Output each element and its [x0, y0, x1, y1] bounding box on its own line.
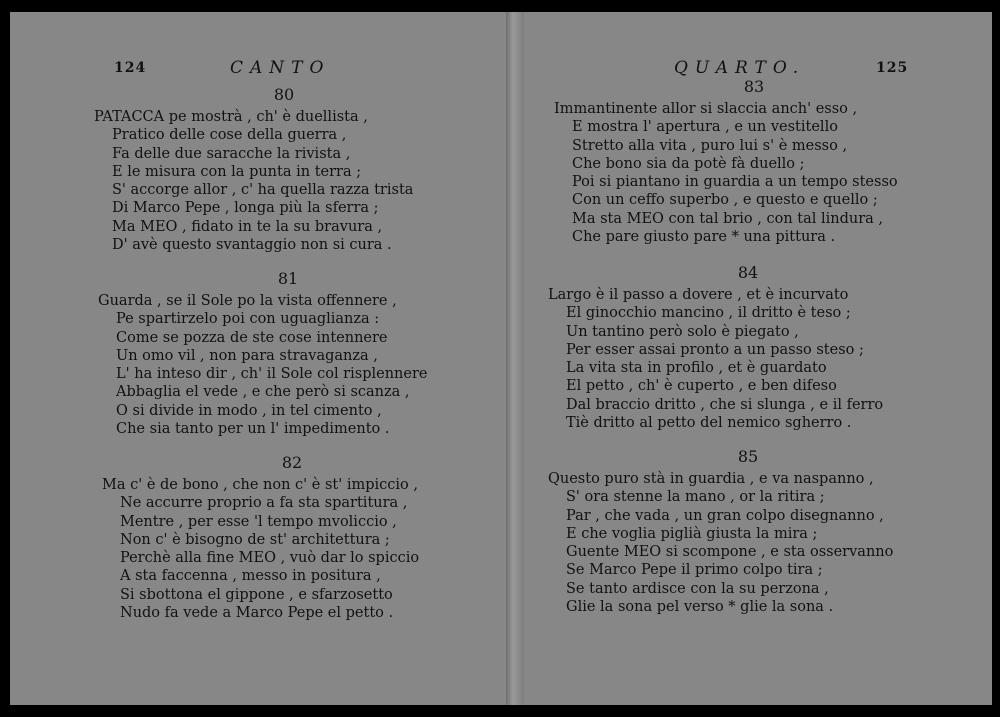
verse-line: Largo è il passo a dovere , et è incurvato: [548, 287, 849, 303]
verse-line: Se tanto ardisce con la su perzona ,: [566, 580, 829, 597]
left-page: [10, 12, 506, 705]
verse-line: Nudo fa vede a Marco Pepe el petto .: [120, 605, 394, 622]
verse-line: El petto , ch' è cuperto , e ben difeso: [566, 378, 837, 395]
verse-line: Con un ceffo superbo , e questo e quello ;: [572, 192, 878, 209]
verse-line: Dal braccio dritto , che si slunga , e il ferro: [566, 396, 884, 413]
verse-line: Tiè dritto al petto del nemico sgherro .: [566, 415, 852, 432]
verse-line: Se Marco Pepe il primo colpo tira ;: [566, 562, 823, 579]
verse-line: El ginocchio mancino , il dritto è teso ;: [566, 305, 851, 322]
verse-line: Un omo vil , non para stravaganza ,: [116, 347, 378, 364]
stanza-80: [94, 86, 494, 254]
verse-line: E mostra l' apertura , e un vestitello: [572, 119, 838, 136]
verse-line: Mentre , per esse 'l tempo mvoliccio ,: [120, 513, 397, 530]
book-spread: [10, 12, 992, 705]
verse-line: D' avè questo svantaggio non si cura .: [112, 237, 392, 254]
stanza-83: [554, 78, 964, 246]
verse-line: Ne accurre proprio a fa sta spartitura ,: [120, 495, 408, 512]
verse-line: L' ha inteso dir , ch' il Sole col risplennere: [116, 366, 428, 383]
verse-line: O si divide in modo , in tel cimento ,: [116, 402, 382, 419]
verse-line: Non c' è bisogno de st' architettura ;: [120, 531, 390, 548]
stanza-number: 81: [277, 269, 299, 288]
book-gutter: [506, 12, 524, 705]
verse-line: E che voglia piglià giusta la mira ;: [566, 525, 818, 542]
verse-line: La vita sta in profilo , et è guardato: [566, 360, 827, 377]
stanza-85: [548, 448, 968, 616]
verse-line: Ma sta MEO con tal brio , con tal lindura ,: [572, 210, 884, 227]
verse-line: Che sia tanto per un l' impedimento .: [116, 421, 390, 438]
verse-line: Che bono sia da potè fà duello ;: [572, 155, 805, 172]
stanza-number: 83: [743, 77, 765, 96]
verse-line: PATACCA pe mostrà , ch' è duellista ,: [94, 109, 368, 125]
verse-line: S' ora stenne la mano , or la ritira ;: [566, 489, 825, 506]
stanza-number: 80: [273, 85, 295, 104]
stanza-84: [548, 264, 968, 432]
verse-line: Come se pozza de ste cose intennere: [116, 329, 388, 346]
left-page-number: 124: [114, 60, 147, 76]
right-running-head: QUARTO.: [674, 58, 806, 78]
stanza-number: 85: [737, 447, 759, 466]
verse-line: Poi si piantano in guardia a un tempo stesso: [572, 174, 898, 191]
stanza-number: 82: [281, 453, 303, 472]
stanza-number: 84: [737, 263, 759, 282]
left-running-head: CANTO: [230, 58, 331, 78]
verse-line: Guarda , se il Sole po la vista offennere ,: [98, 293, 397, 309]
verse-line: Ma MEO , fidato in te la su bravura ,: [112, 218, 383, 235]
verse-line: Di Marco Pepe , longa più la sferra ;: [112, 200, 379, 217]
verse-line: Un tantino però solo è piegato ,: [566, 323, 799, 340]
verse-line: Fa delle due saracche la rivista ,: [112, 145, 351, 162]
verse-line: Pratico delle cose della guerra ,: [112, 127, 347, 144]
verse-line: Stretto alla vita , puro lui s' è messo ,: [572, 137, 848, 154]
verse-line: Per esser assai pronto a un passo steso ;: [566, 341, 864, 358]
right-page: [524, 12, 992, 705]
verse-line: A sta faccenna , messo in positura ,: [120, 568, 381, 585]
verse-line: Perchè alla fine MEO , vuò dar lo spiccio: [120, 550, 420, 567]
verse-line: Immantinente allor si slaccia anch' esso ,: [554, 101, 858, 117]
verse-line: Abbaglia el vede , e che però si scanza ,: [116, 384, 410, 401]
verse-line: Ma c' è de bono , che non c' è st' impiccio ,: [102, 477, 418, 493]
verse-line: Pe spartirzelo poi con uguaglianza :: [116, 311, 380, 328]
verse-line: Questo puro stà in guardia , e va naspanno ,: [548, 471, 874, 487]
verse-line: E le misura con la punta in terra ;: [112, 163, 362, 180]
stanza-82: [102, 454, 502, 622]
verse-line: Glie la sona pel verso * glie la sona .: [566, 599, 834, 616]
verse-line: Che pare giusto pare * una pittura .: [572, 229, 836, 246]
right-page-number: 125: [876, 60, 909, 76]
verse-line: Si sbottona el gippone , e sfarzosetto: [120, 586, 393, 603]
verse-line: Par , che vada , un gran colpo disegnanno ,: [566, 507, 884, 524]
verse-line: Guente MEO si scompone , e sta osservanno: [566, 544, 894, 561]
stanza-81: [98, 270, 498, 438]
verse-line: S' accorge allor , c' ha quella razza trista: [112, 182, 414, 199]
